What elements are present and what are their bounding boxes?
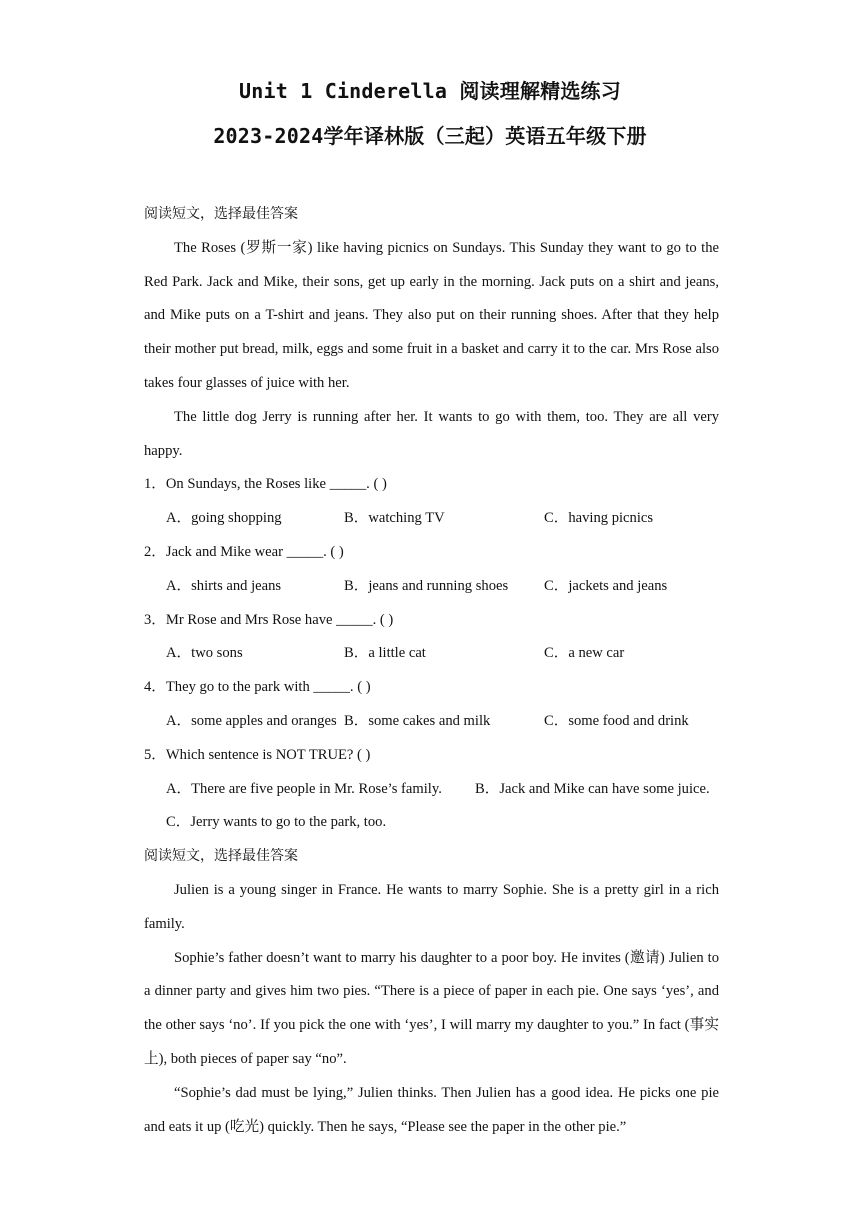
- option-a[interactable]: A．going shopping: [166, 510, 282, 527]
- option-c[interactable]: C．Jerry wants to go to the park, too.: [166, 814, 387, 831]
- document-title: Unit 1 Cinderella 阅读理解精选练习: [239, 79, 621, 103]
- section-heading: 阅读短文，选择最佳答案: [144, 848, 298, 865]
- passage-paragraph: Sophie’s father doesn’t want to marry his daughter to a poor boy. He invites (邀请) Julien to a dinner party and gives him two pies. “There is a piece of paper in each pie. One says ‘yes’, and the other says ‘no’. If you pick the one with ‘yes’, I will marry my daughter to you.” In fact (事实上), both pieces of paper say “no”.: [144, 949, 719, 1067]
- question-stem: 1．On Sundays, the Roses like _____. ( ): [144, 476, 387, 493]
- option-c[interactable]: C．jackets and jeans: [544, 577, 668, 594]
- question-options: [144, 637, 719, 671]
- question-options: [144, 773, 719, 807]
- question-stem: 2．Jack and Mike wear _____. ( ): [144, 543, 344, 560]
- question-stem: 4．They go to the park with _____. ( ): [144, 679, 371, 696]
- question-stem: 5．Which sentence is NOT TRUE? ( ): [144, 746, 371, 763]
- passage-paragraph: The Roses (罗斯一家) like having picnics on Sundays. This Sunday they want to go to the Red Park. Jack and Mike, their sons, get up early in the morning. Jack puts on a shirt and jeans, and Mike puts on a T-shirt and jeans. They also put on their running shoes. After that they help their mother put bread, milk, eggs and some fruit in a basket and carry it to the car. Mrs Rose also takes four glasses of juice with her.: [144, 239, 719, 391]
- option-a[interactable]: A．some apples and oranges: [166, 712, 337, 729]
- option-b[interactable]: B．some cakes and milk: [344, 712, 491, 729]
- option-b[interactable]: B．jeans and running shoes: [344, 577, 509, 594]
- option-c[interactable]: C．some food and drink: [544, 712, 689, 729]
- passage-paragraph: “Sophie’s dad must be lying,” Julien thinks. Then Julien has a good idea. He picks one pie and eats it up (吃光) quickly. Then he says, “Please see the paper in the other pie.”: [144, 1084, 719, 1135]
- question-options: [144, 502, 719, 536]
- option-b[interactable]: B．Jack and Mike can have some juice.: [475, 780, 710, 797]
- option-c[interactable]: C．having picnics: [544, 510, 654, 527]
- option-c[interactable]: C．a new car: [544, 645, 625, 662]
- option-b[interactable]: B．watching TV: [344, 510, 445, 527]
- passage-paragraph: The little dog Jerry is running after her. It wants to go with them, too. They are all very happy.: [144, 408, 719, 459]
- option-b[interactable]: B．a little cat: [344, 645, 426, 662]
- document-subtitle: 2023-2024学年译林版（三起）英语五年级下册: [213, 124, 647, 148]
- option-a[interactable]: A．shirts and jeans: [166, 577, 282, 594]
- question-stem: 3．Mr Rose and Mrs Rose have _____. ( ): [144, 611, 394, 628]
- question-options: [144, 705, 719, 739]
- passage-paragraph: Julien is a young singer in France. He wants to marry Sophie. She is a pretty girl in a rich family.: [144, 881, 719, 932]
- question-options: [144, 570, 719, 604]
- section-heading: 阅读短文，选择最佳答案: [144, 206, 298, 222]
- option-a[interactable]: A．There are five people in Mr. Rose’s family.: [166, 780, 442, 797]
- option-a[interactable]: A．two sons: [166, 645, 243, 662]
- document-body: [144, 198, 719, 1144]
